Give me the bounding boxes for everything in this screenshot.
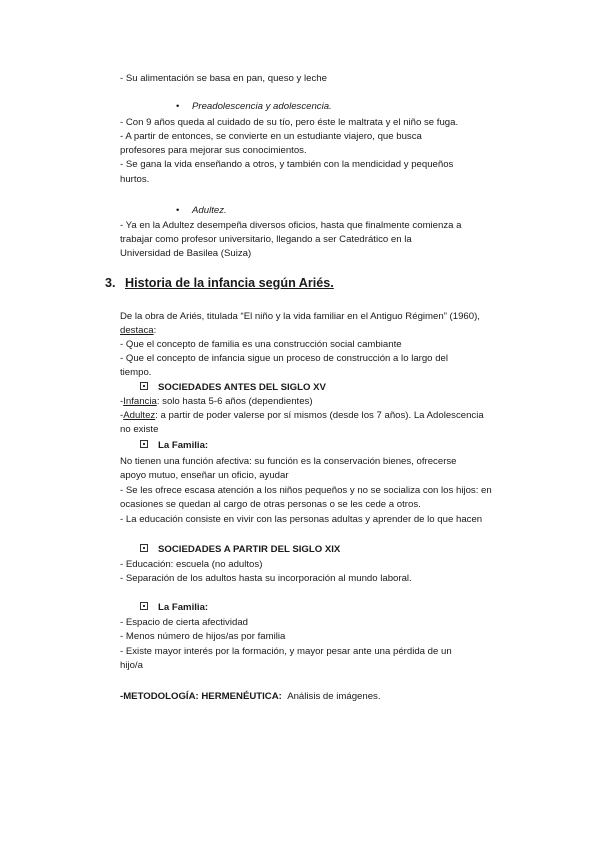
methodology-label: -METODOLOGÍA: HERMENÉUTICA: [120, 691, 282, 702]
section-heading [105, 276, 334, 290]
text-line: hijo/a [120, 660, 143, 671]
text-span: : solo hasta 5-6 años (dependientes) [156, 396, 313, 407]
text-line: - Su alimentación se basa en pan, queso y leche [120, 73, 327, 84]
dash: - [120, 410, 124, 421]
text-line: trabajar como profesor universitario, llegando a ser Catedrático en la [120, 234, 412, 245]
underlined-word: destaca [120, 325, 154, 336]
checkbox-square-icon [140, 544, 148, 552]
text-line: - Espacio de cierta afectividad [120, 617, 248, 628]
subsection-title: La Familia: [158, 440, 209, 451]
text-line: - Que el concepto de infancia sigue un proceso de construcción a lo largo del [120, 353, 448, 364]
text-line: No tienen una función afectiva: su función es la conservación bienes, ofrecerse [120, 456, 457, 467]
subsection-heading-despues [140, 544, 340, 556]
text-line [120, 396, 313, 408]
subheading-adultez: Adultez. [192, 205, 227, 216]
text-line: ocasiones se quedan al cargo de otras personas o se les cede a otros. [120, 499, 421, 510]
subsection-title: SOCIEDADES A PARTIR DEL SIGLO XIX [158, 544, 341, 555]
text-line: tiempo. [120, 367, 152, 378]
text-line: - Con 9 años queda al cuidado de su tío, pero éste le maltrata y el niño se fuga. [120, 117, 459, 128]
bullet-icon: • [176, 205, 180, 216]
text-line: apoyo mutuo, enseñar un oficio, ayudar [120, 470, 289, 481]
text-line: De la obra de Ariés, titulada “El niño y la vida familiar en el Antiguo Régimen” (1960), [120, 311, 480, 322]
subsection-title: SOCIEDADES ANTES DEL SIGLO XV [158, 382, 326, 393]
underlined-word: Infancia [123, 396, 157, 407]
checkbox-square-icon [140, 602, 148, 610]
underlined-word: Adultez [123, 410, 156, 421]
text-line: hurtos. [120, 174, 150, 185]
text-line: - A partir de entonces, se convierte en un estudiante viajero, que busca [120, 131, 422, 142]
subsection-heading-familia [140, 602, 208, 614]
bullet-adultez [176, 205, 227, 217]
text-line: profesores para mejorar sus conocimientos. [120, 145, 307, 156]
section-number: 3. [105, 276, 116, 290]
checkbox-square-icon [140, 440, 148, 448]
text-line: - Menos número de hijos/as por familia [120, 631, 286, 642]
text-line: - La educación consiste en vivir con las personas adultas y aprender de lo que hacen [120, 514, 483, 525]
text-span: : a partir de poder valerse por sí mismos (desde los 7 años). La Adolescencia [155, 410, 484, 421]
text-line: no existe [120, 424, 159, 435]
subsection-heading-antes [140, 382, 326, 394]
section-title: Historia de la infancia según Ariés. [125, 276, 334, 290]
text-line: - Existe mayor interés por la formación, y mayor pesar ante una pérdida de un [120, 646, 452, 657]
text-line: - Educación: escuela (no adultos) [120, 559, 263, 570]
subheading-preadolescencia: Preadolescencia y adolescencia. [192, 101, 332, 112]
dash: - [120, 396, 124, 407]
checkbox-square-icon [140, 382, 148, 390]
subsection-heading-familia [140, 440, 208, 452]
text-line [120, 410, 484, 422]
methodology-text: Análisis de imágenes. [287, 691, 381, 702]
text-line: - Que el concepto de familia es una construcción social cambiante [120, 339, 402, 350]
bullet-icon: • [176, 101, 180, 112]
text-line: - Ya en la Adultez desempeña diversos oficios, hasta que finalmente comienza a [120, 220, 462, 231]
text-line [120, 325, 156, 337]
methodology-line [120, 691, 381, 703]
subsection-title: La Familia: [158, 602, 209, 613]
colon: : [153, 325, 157, 336]
text-line: - Se gana la vida enseñando a otros, y también con la mendicidad y pequeños [120, 159, 454, 170]
text-line: Universidad de Basilea (Suiza) [120, 248, 252, 259]
text-line: - Se les ofrece escasa atención a los niños pequeños y no se socializa con los hijos: en [120, 485, 492, 496]
text-line: - Separación de los adultos hasta su incorporación al mundo laboral. [120, 573, 412, 584]
bullet-preadolescencia [176, 101, 332, 113]
